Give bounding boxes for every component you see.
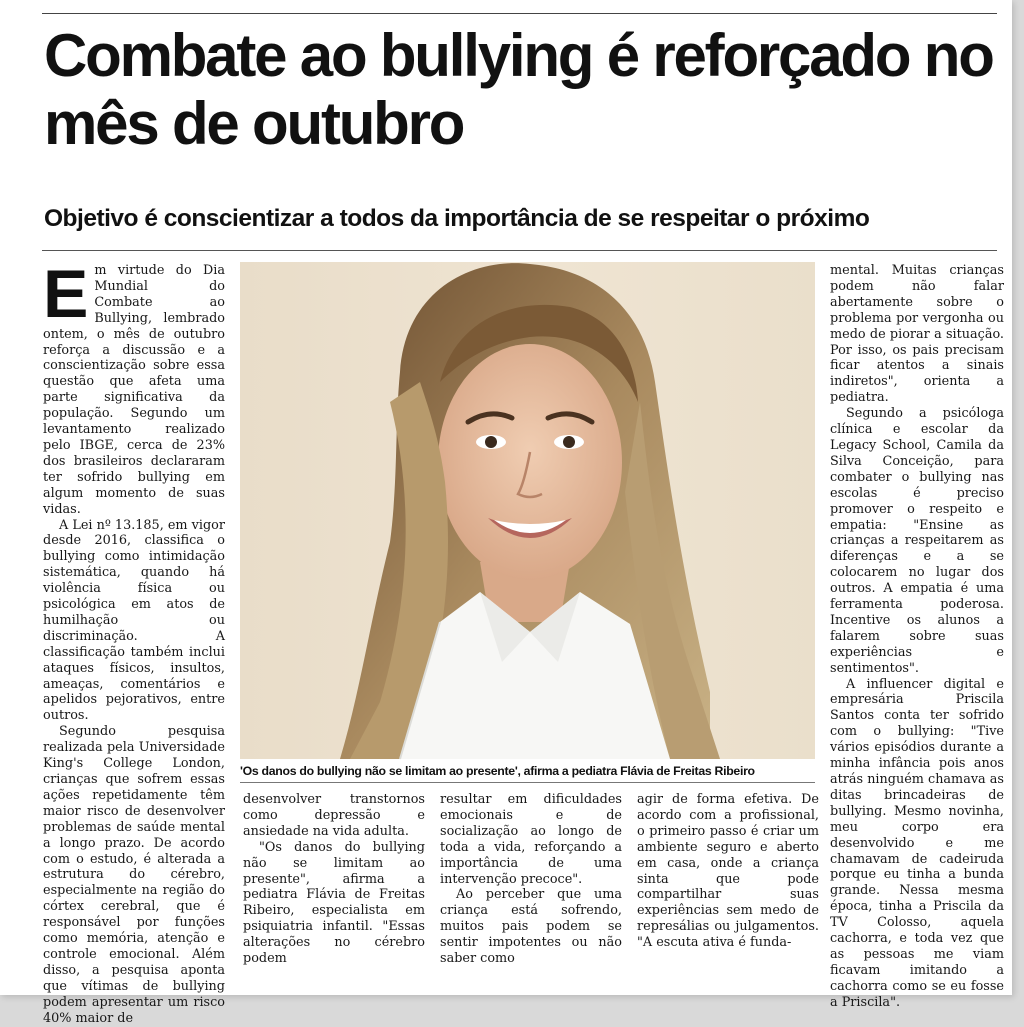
article-column-1 (43, 256, 225, 1026)
section-rule (42, 250, 997, 251)
paragraph: desenvolver transtornos como depressão e ansiedade na vida adulta. (243, 792, 425, 839)
subheadline: Objetivo é conscientizar a todos da importância de se respeitar o próximo (44, 205, 870, 232)
article-column-4 (637, 792, 819, 952)
article-column-3 (440, 792, 622, 967)
headline: Combate ao bullying é reforçado no mês de outubro (44, 22, 993, 157)
paragraph: agir de forma efetiva. De acordo com a profissional, o primeiro passo é criar um ambiente seguro e aberto em casa, onde a criança sinta que pode compartilhar suas experiências sem medo de represálias ou julgamentos. "A escuta ativa é funda- (637, 792, 819, 951)
paragraph: A Lei nº 13.185, em vigor desde 2016, classifica o bullying como intimidação sistemática, quando há violência física ou psicológica em atos de humilhação ou discriminação. A classificação também inclui ataques físicos, insultos, ameaças, comentários e apelidos pejorativos, entre outros. (43, 517, 225, 724)
drop-cap: E (43, 256, 89, 332)
caption-rule (240, 782, 815, 783)
paragraph: Ao perceber que uma criança está sofrendo, muitos pais podem se sentir impotentes ou não saber como (440, 887, 622, 967)
portrait-photo (240, 262, 815, 759)
paragraph: mental. Muitas crianças podem não falar abertamente sobre o problema por vergonha ou medo de piorar a situação. Por isso, os pais precisam ficar atentos a sinais indiretos", orienta a pediatra. (830, 263, 1004, 406)
article-column-5 (830, 263, 1004, 1010)
paragraph: resultar em dificuldades emocionais e de socialização ao longo de toda a vida, reforçando a importância de uma intervenção precoce". (440, 792, 622, 887)
paragraph: A influencer digital e empresária Priscila Santos conta ter sofrido com o bullying: "Tive vários episódios durante a minha infância pois anos atrás ninguém chamava as ditas brincadeiras de bullying. Mesmo novinha, meu corpo era desenvolvido e me chamavam de cadeiruda porque eu tinha a bunda grande. Nessa mesma época, tinha a Priscila da TV Colosso, aquela cachorra, e toda vez que as pessoas me viam ficavam imitando a cachorra como se eu fosse a Priscila". (830, 676, 1004, 1010)
top-rule (42, 13, 997, 14)
paragraph: Em virtude do Dia Mundial do Combate ao Bullying, lembrado ontem, o mês de outubro reforça a discussão e a conscientização sobre essa questão que afeta uma parte significativa da população. Segundo um levantamento realizado pelo IBGE, cerca de 23% dos brasileiros declararam ter sofrido bullying em algum momento de suas vidas. (43, 256, 225, 517)
paragraph: Segundo pesquisa realizada pela Universidade King's College London, crianças que sofrem essas ações repetidamente têm maior risco de desenvolver problemas de saúde mental a longo prazo. De acordo com o estudo, é alterada a estrutura do cérebro, especialmente na região do córtex cerebral, que é responsável por funções como memória, atenção e controle emocional. Além disso, a pesquisa aponta que vítimas de bullying podem apresentar um risco 40% maior de (43, 724, 225, 1026)
paragraph: "Os danos do bullying não se limitam ao presente", afirma a pediatra Flávia de Freitas Ribeiro, especialista em psiquiatria infantil. "Essas alterações no cérebro podem (243, 839, 425, 967)
photo-caption: 'Os danos do bullying não se limitam ao presente', afirma a pediatra Flávia de Freitas Ribeiro (240, 764, 755, 778)
article-column-2 (243, 792, 425, 967)
paragraph: Segundo a psicóloga clínica e escolar da Legacy School, Camila da Silva Conceição, para combater o bullying nas escolas é preciso promover o respeito e empatia: "Ensine as crianças a respeitarem as diferenças e a se colocarem no lugar dos outros. A empatia é uma ferramenta poderosa. Incentive os alunos a falarem sobre suas experiências e sentimentos". (830, 406, 1004, 676)
woman-portrait-image (240, 262, 815, 759)
